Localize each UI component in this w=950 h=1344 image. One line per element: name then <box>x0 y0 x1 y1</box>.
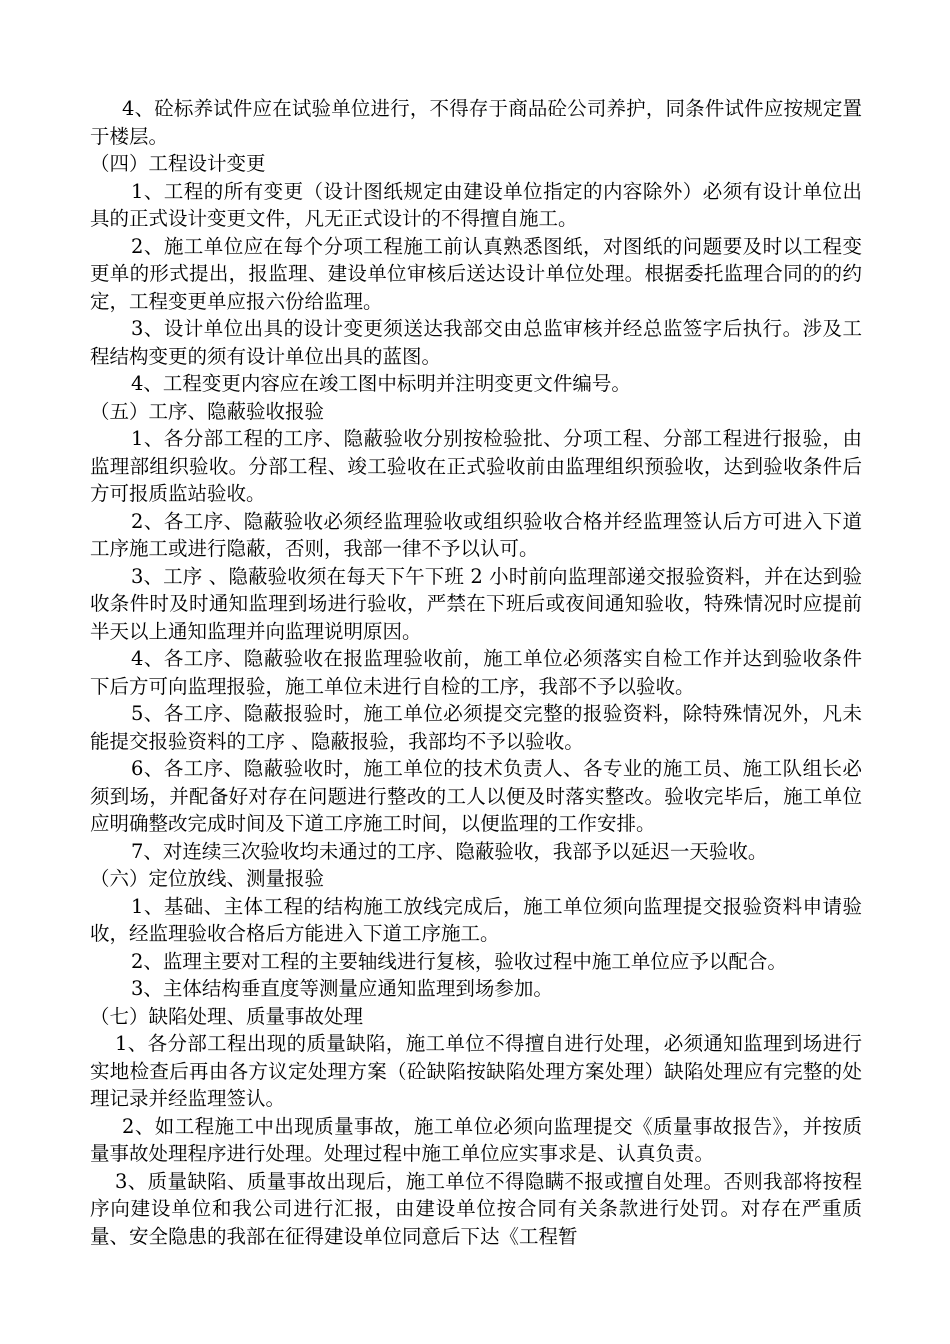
paragraph-item: 4、各工序、隐蔽验收在报监理验收前，施工单位必须落实自检工作并达到验收条件下后方可向监理报验，施工单位未进行自检的工序，我部不予以验收。 <box>90 647 862 698</box>
section-heading: （五）工序、隐蔽验收报验 <box>90 399 325 423</box>
paragraph-item: 1、各分部工程的工序、隐蔽验收分别按检验批、分项工程、分部工程进行报验，由监理部组织验收。分部工程、竣工验收在正式验收前由监理组织预验收，达到验收条件后方可报质监站验收。 <box>90 427 862 505</box>
paragraph-item: 3、质量缺陷、质量事故出现后，施工单位不得隐瞒不报或擅自处理。否则我部将按程序向建设单位和我公司进行汇报，由建设单位按合同有关条款进行处罚。对存在严重质量、安全隐患的我部在征得建设单位同意后下达《工程暂 <box>90 1169 862 1248</box>
paragraph-item: 2、施工单位应在每个分项工程施工前认真熟悉图纸，对图纸的问题要及时以工程变更单的形式提出，报监理、建设单位审核后送达设计单位处理。根据委托监理合同的的约定，工程变更单应报六份给监理。 <box>90 234 862 313</box>
paragraph-item: 6、各工序、隐蔽验收时，施工单位的技术负责人、各专业的施工员、施工队组长必须到场，并配备好对存在问题进行整改的工人以便及时落实整改。验收完毕后，施工单位应明确整改完成时间及下道工序施工时间，以便监理的工作安排。 <box>90 757 862 835</box>
paragraph-item: 3、主体结构垂直度等测量应通知监理到场参加。 <box>131 977 553 1000</box>
section-heading: （七）缺陷处理、质量事故处理 <box>90 1004 364 1028</box>
section-heading: （六）定位放线、测量报验 <box>90 867 325 890</box>
paragraph-item: 5、各工序、隐蔽报验时，施工单位必须提交完整的报验资料，除特殊情况外，凡未能提交报验资料的工序 、隐蔽报验，我部均不予以验收。 <box>90 702 862 753</box>
section-heading: （四）工程设计变更 <box>90 152 266 175</box>
paragraph-item: 4、砼标养试件应在试验单位进行，不得存于商品砼公司养护，同条件试件应按规定置于楼层。 <box>90 97 862 148</box>
paragraph-item: 1、基础、主体工程的结构施工放线完成后，施工单位须向监理提交报验资料申请验收，经监理验收合格后方能进入下道工序施工。 <box>90 894 862 945</box>
paragraph-item: 3、设计单位出具的设计变更须送达我部交由总监审核并经总监签字后执行。涉及工程结构变更的须有设计单位出具的蓝图。 <box>90 317 862 368</box>
paragraph-item: 2、如工程施工中出现质量事故，施工单位必须向监理提交《质量事故报告》，并按质量事故处理程序进行处理。处理过程中施工单位应实事求是、认真负责。 <box>90 1114 862 1165</box>
paragraph-item: 1、各分部工程出现的质量缺陷，施工单位不得擅自进行处理，必须通知监理到场进行实地检查后再由各方议定处理方案（砼缺陷按缺陷处理方案处理）缺陷处理应有完整的处理记录并经监理签认。 <box>90 1032 862 1110</box>
paragraph-item: 7、对连续三次验收均未通过的工序、隐蔽验收，我部予以延迟一天验收。 <box>131 839 768 863</box>
paragraph-item: 2、各工序、隐蔽验收必须经监理验收或组织验收合格并经监理签认后方可进入下道工序施工或进行隐蔽，否则，我部一律不予以认可。 <box>90 509 862 560</box>
paragraph-item: 4、工程变更内容应在竣工图中标明并注明变更文件编号。 <box>131 372 631 395</box>
document-page <box>90 95 862 1250</box>
paragraph-item: 3、工序 、隐蔽验收须在每天下午下班 2 小时前向监理部递交报验资料，并在达到验收条件时及时通知监理到场进行验收，严禁在下班后或夜间通知验收，特殊情况时应提前半天以上通知监理并向监理说明原因。 <box>90 564 862 643</box>
paragraph-item: 2、监理主要对工程的主要轴线进行复核，验收过程中施工单位应予以配合。 <box>131 949 787 973</box>
paragraph-item: 1、工程的所有变更（设计图纸规定由建设单位指定的内容除外）必须有设计单位出具的正式设计变更文件，凡无正式设计的不得擅自施工。 <box>90 179 862 230</box>
